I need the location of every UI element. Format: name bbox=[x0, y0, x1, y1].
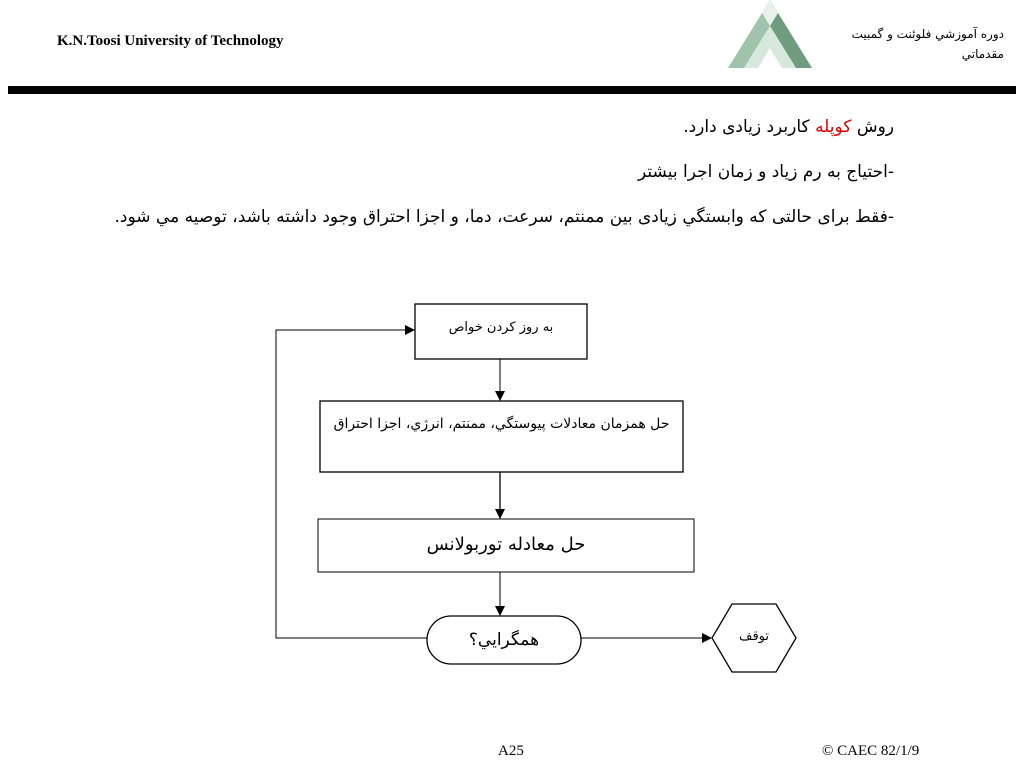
page-number: A25 bbox=[498, 743, 524, 759]
stop-label: توقف bbox=[738, 629, 769, 644]
course-title-line1: دوره آموزشي فلوئنت و گمبيت bbox=[851, 27, 1004, 41]
arrow-loop-back bbox=[276, 330, 427, 638]
bullet-recommendation: -فقط برای حالتی که وابستگي زيادی بين ممنتم، سرعت، دما، و اجزا احتراق وجود داشته باشد، توصيه مي شود. bbox=[114, 207, 894, 227]
university-name: K.N.Toosi University of Technology bbox=[57, 33, 284, 49]
line1-pre: روش bbox=[851, 117, 894, 137]
step-turbulence-label: حل معادله توربولانس bbox=[426, 534, 586, 555]
step-update-properties-label: به روز کردن خواص bbox=[448, 320, 554, 335]
step-coupled-solve-box bbox=[320, 401, 683, 472]
decision-converged-label: همگرايي؟ bbox=[468, 630, 540, 650]
line1-post: کاربرد زيادی دارد. bbox=[683, 117, 816, 137]
step-coupled-solve-label: حل همزمان معادلات پيوستگي، ممنتم، انرژي، اجزا احتراق bbox=[333, 416, 670, 432]
copyright: © CAEC 82/1/9 bbox=[822, 743, 920, 759]
coupled-keyword: کوپله bbox=[815, 117, 852, 137]
course-title-line2: مقدماتي bbox=[961, 47, 1004, 61]
bullet-memory-requirement: -احتياج به رم زياد و زمان اجرا بيشتر bbox=[638, 162, 894, 182]
